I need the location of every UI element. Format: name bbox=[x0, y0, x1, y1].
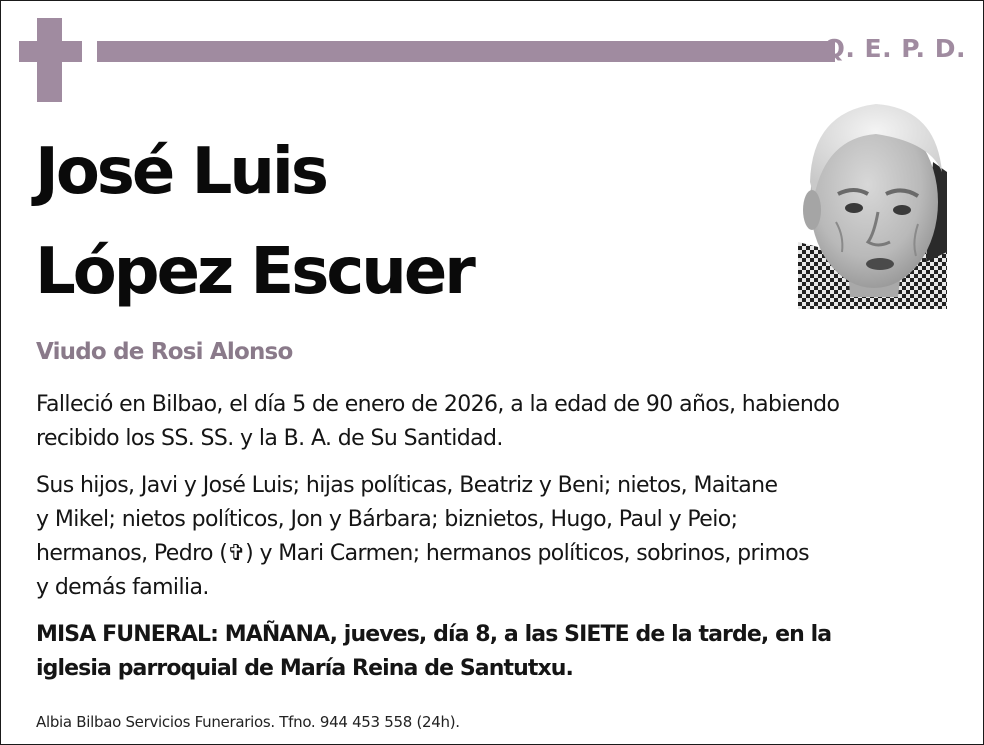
death-notice-line: Falleció en Bilbao, el día 5 de enero de 2026, a la edad de 90 años, habiendo bbox=[36, 392, 840, 417]
deceased-name-first: José Luis bbox=[35, 135, 326, 209]
qepd-label: Q. E. P. D. bbox=[823, 34, 966, 63]
family-line: y demás familia. bbox=[36, 575, 209, 600]
family-line: y Mikel; nietos políticos, Jon y Bárbara; biznietos, Hugo, Paul y Peio; bbox=[36, 507, 738, 532]
family-line: hermanos, Pedro (✞) y Mari Carmen; hermanos políticos, sobrinos, primos bbox=[36, 541, 810, 566]
cross-icon-bar bbox=[19, 41, 82, 62]
funeral-line: iglesia parroquial de María Reina de Santutxu. bbox=[36, 656, 574, 681]
header-rule bbox=[97, 41, 835, 62]
family-paragraph bbox=[36, 469, 956, 605]
funeral-line: MISA FUNERAL: MAÑANA, jueves, día 8, a las SIETE de la tarde, en la bbox=[36, 622, 832, 647]
widow-of-label: Viudo de Rosi Alonso bbox=[36, 339, 293, 365]
funeral-home-footer: Albia Bilbao Servicios Funerarios. Tfno. 944 453 558 (24h). bbox=[36, 713, 460, 731]
death-notice-paragraph bbox=[36, 388, 956, 456]
portrait-photo bbox=[798, 102, 947, 309]
family-line: Sus hijos, Javi y José Luis; hijas políticas, Beatriz y Beni; nietos, Maitane bbox=[36, 473, 778, 498]
death-notice-line: recibido los SS. SS. y la B. A. de Su Santidad. bbox=[36, 426, 503, 451]
funeral-mass-paragraph bbox=[36, 618, 956, 686]
deceased-name-last: López Escuer bbox=[35, 235, 473, 309]
